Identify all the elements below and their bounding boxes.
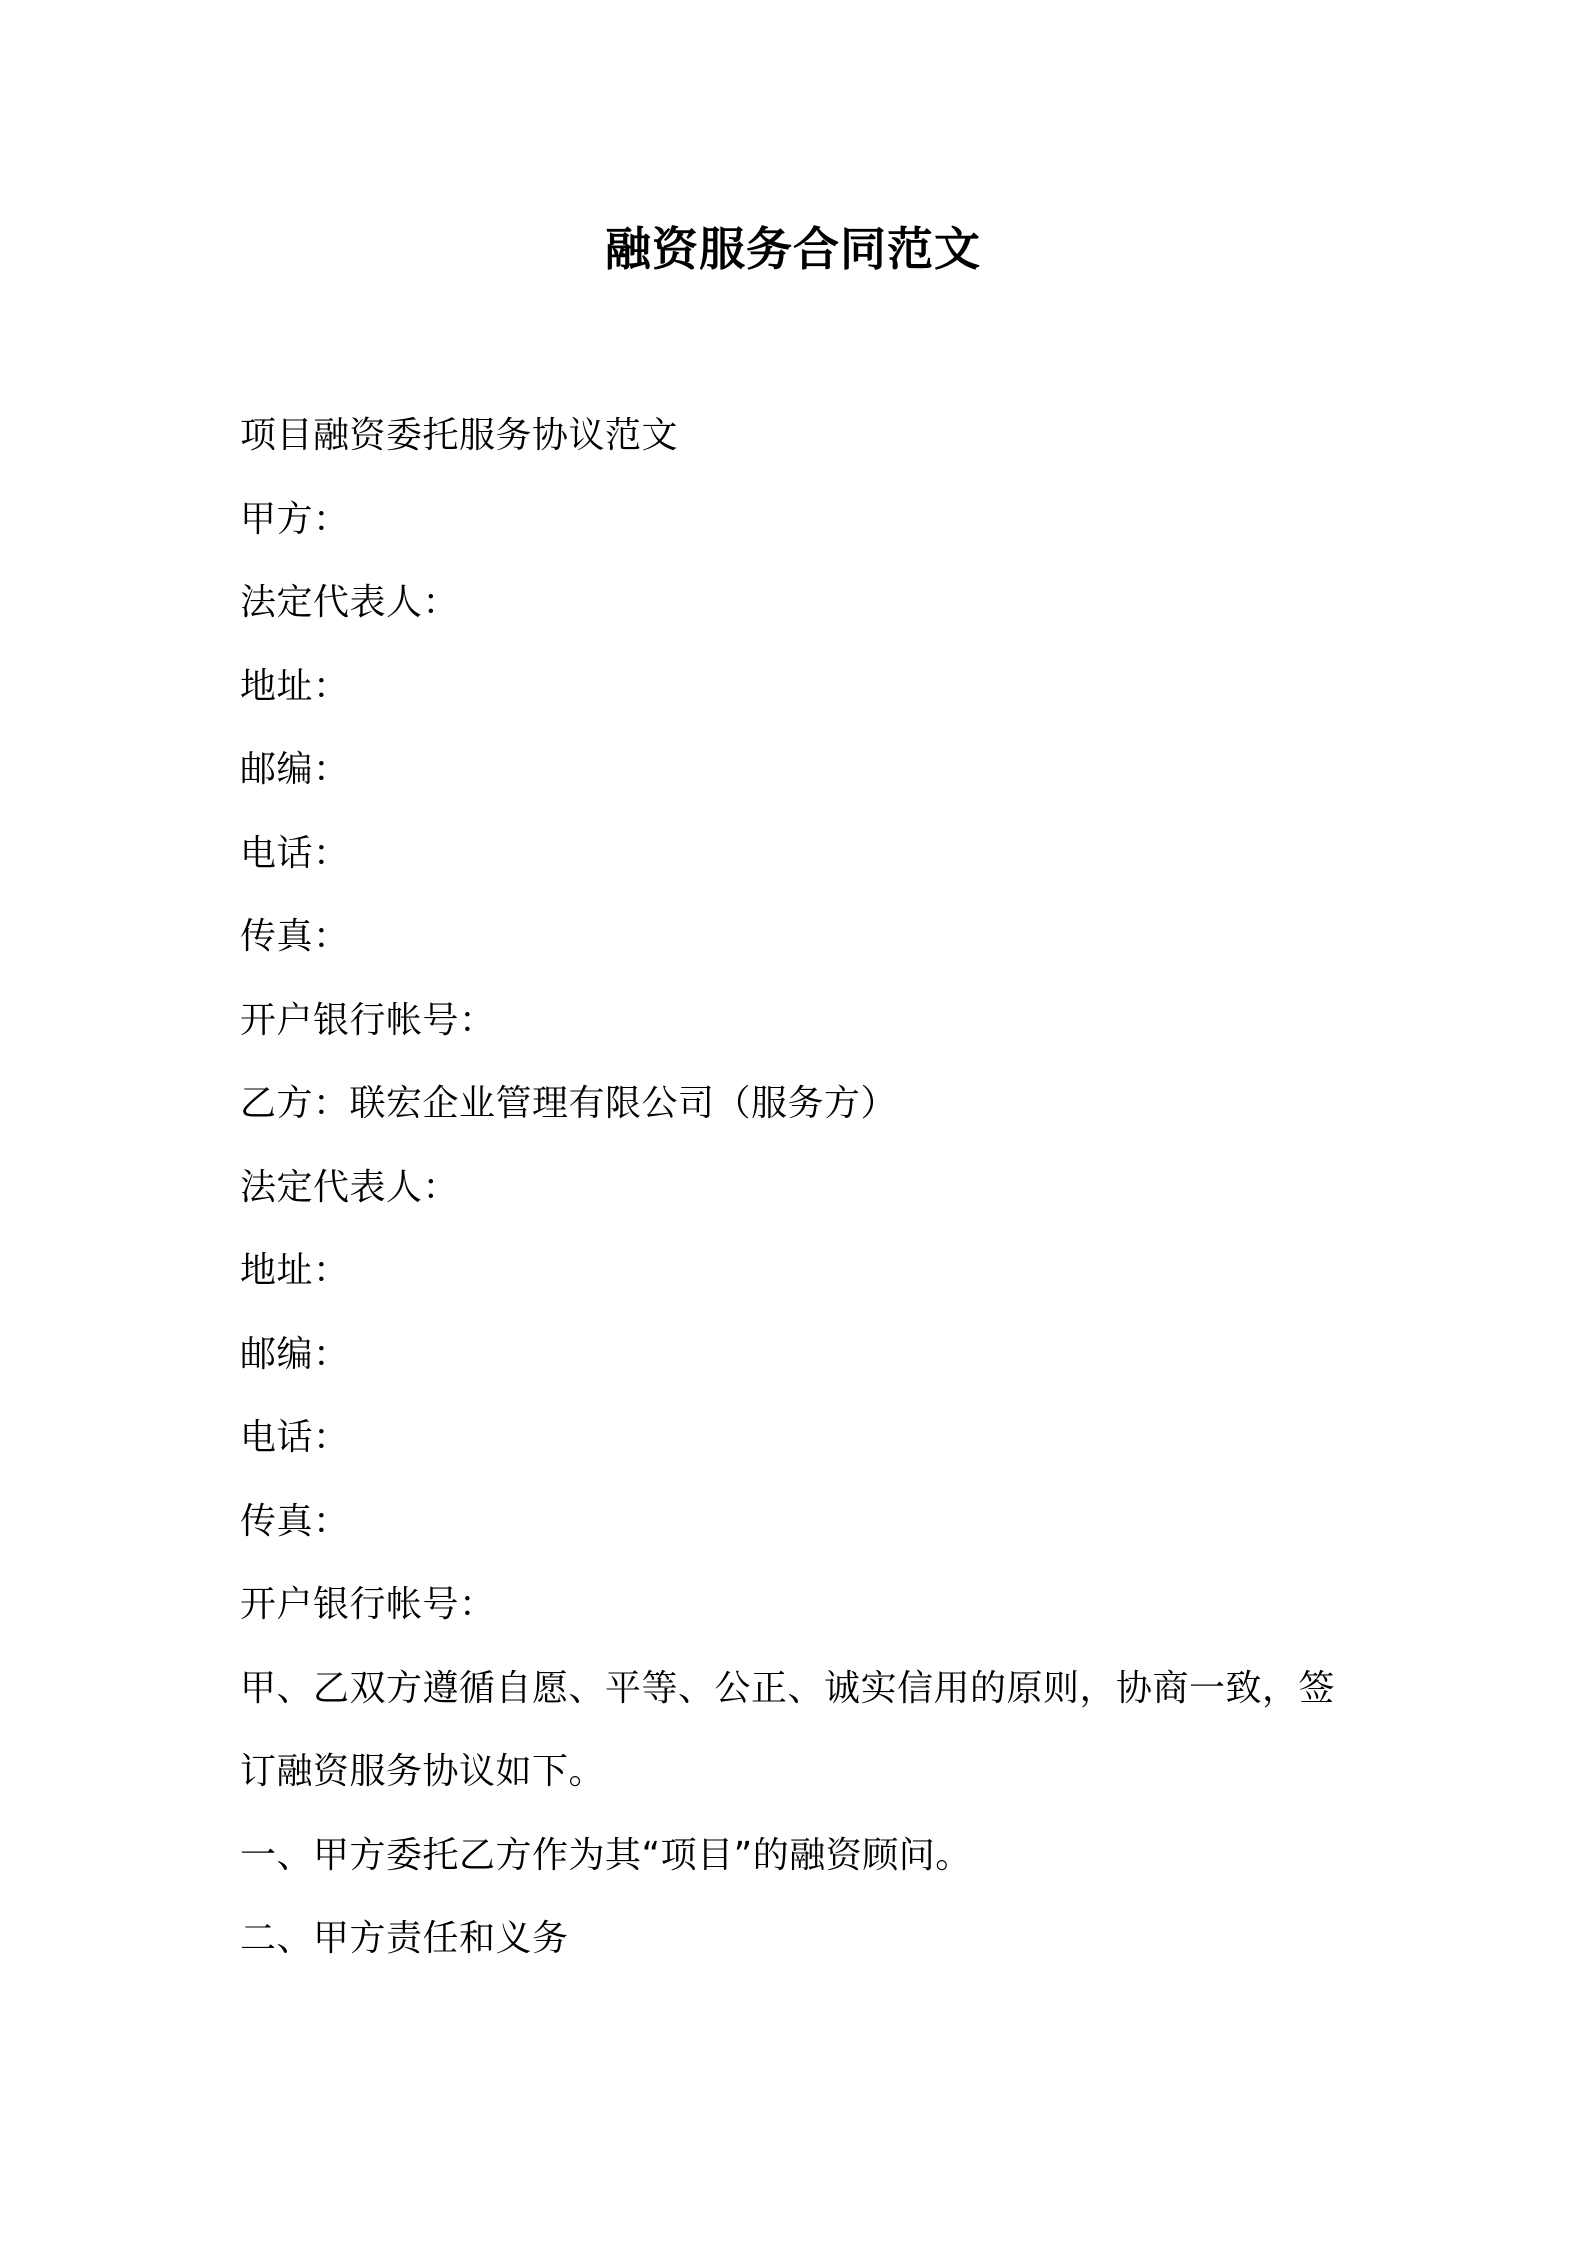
party-b-address: 地址： — [240, 1250, 350, 1291]
party-a-fax: 传真： — [240, 916, 350, 957]
document-title: 融资服务合同范文 — [605, 222, 981, 276]
clause-2-heading: 二、甲方责任和义务 — [240, 1918, 569, 1959]
clause-1: 一、甲方委托乙方作为其“项目”的融资顾问。 — [240, 1834, 972, 1876]
party-a-address: 地址： — [240, 665, 350, 707]
party-b-postcode: 邮编： — [240, 1333, 350, 1375]
agreement-subtitle: 项目融资委托服务协议范文 — [240, 415, 679, 456]
document-body — [240, 410, 1360, 1997]
party-b-label: 乙方：联宏企业管理有限公司（服务方） — [240, 1083, 898, 1124]
party-a-label: 甲方： — [240, 498, 350, 540]
party-a-postcode: 邮编： — [240, 749, 350, 790]
party-b-legal-rep: 法定代表人： — [240, 1166, 460, 1208]
party-b-fax: 传真： — [240, 1500, 350, 1542]
party-a-phone: 电话： — [240, 832, 350, 874]
party-b-bank-account: 开户银行帐号： — [240, 1584, 496, 1625]
party-a-legal-rep: 法定代表人： — [240, 582, 460, 623]
party-a-bank-account: 开户银行帐号： — [240, 999, 496, 1041]
party-b-phone: 电话： — [240, 1417, 350, 1458]
preamble-line-2: 订融资服务协议如下。 — [240, 1751, 606, 1792]
preamble-line-1: 甲、乙双方遵循自愿、平等、公正、诚实信用的原则，协商一致，签 — [240, 1667, 1336, 1709]
